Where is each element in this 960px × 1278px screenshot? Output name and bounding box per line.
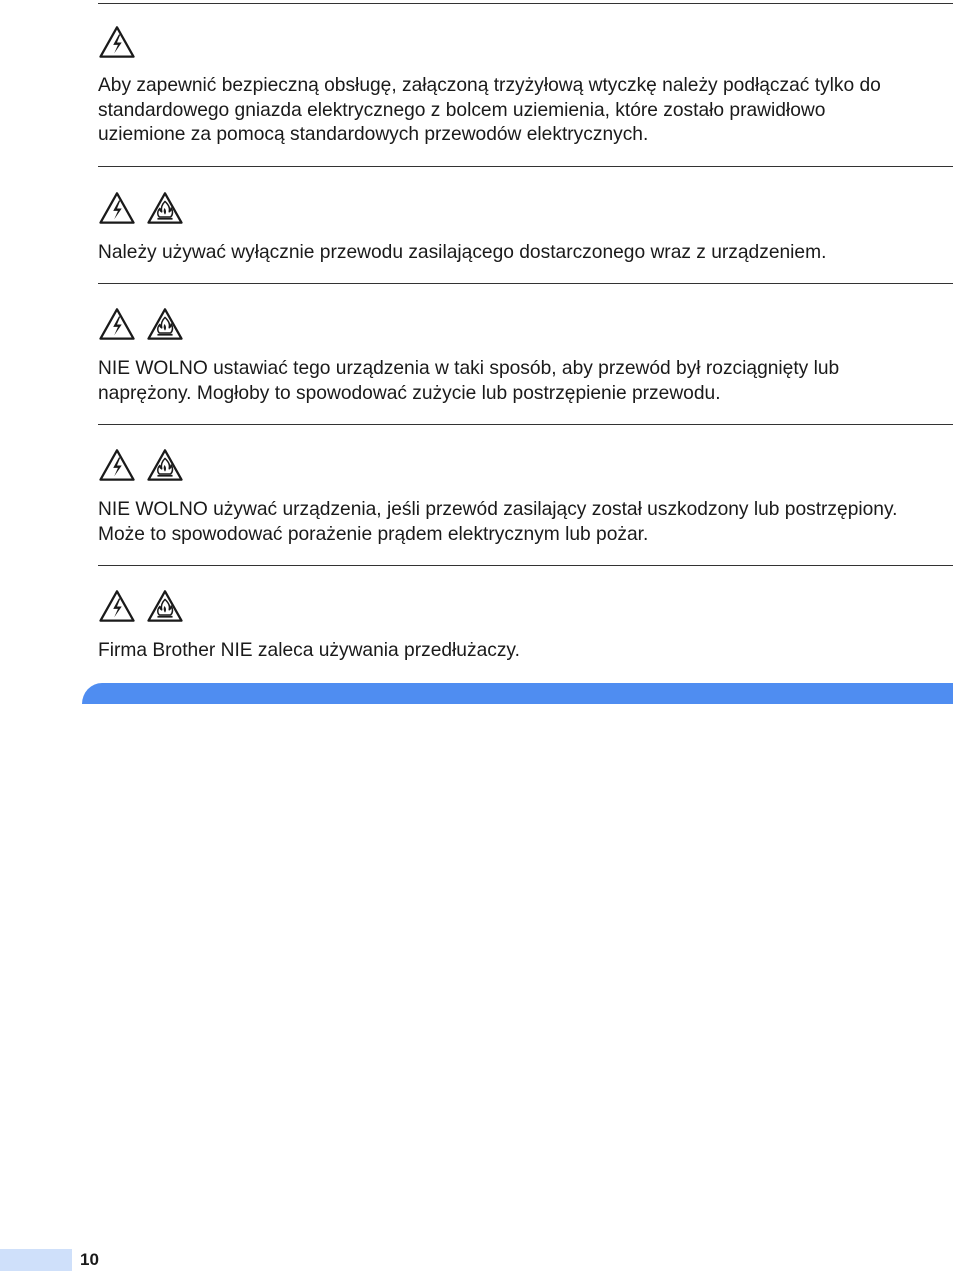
fire-warning-icon bbox=[146, 589, 184, 623]
text-line: NIE WOLNO ustawiać tego urządzenia w taki sposób, aby przewód był rozciągnięty lub bbox=[98, 358, 840, 379]
text-line: Firma Brother NIE zaleca używania przedłużaczy. bbox=[98, 640, 520, 661]
text-line: Może to spowodować porażenie prądem elektrycznym lub pożar. bbox=[98, 523, 649, 545]
electric-shock-warning-icon bbox=[98, 191, 136, 225]
text-line: standardowego gniazda elektrycznego z bolcem uziemienia, które zostało prawidłowo bbox=[98, 99, 826, 121]
safety-paragraph bbox=[98, 498, 958, 547]
electric-shock-warning-icon bbox=[98, 25, 136, 59]
warning-icons bbox=[98, 589, 184, 627]
text-line: uziemione za pomocą standardowych przewodów elektrycznych. bbox=[98, 124, 649, 145]
electric-shock-warning-icon bbox=[98, 448, 136, 482]
section-divider bbox=[98, 166, 953, 167]
text-line: Należy używać wyłącznie przewodu zasilającego dostarczonego wraz z urządzeniem. bbox=[98, 242, 827, 263]
top-divider bbox=[98, 3, 953, 4]
section-divider bbox=[98, 283, 953, 284]
page-number-tab bbox=[0, 1249, 72, 1271]
fire-warning-icon bbox=[146, 191, 184, 225]
warning-icons bbox=[98, 25, 136, 63]
fire-warning-icon bbox=[146, 448, 184, 482]
safety-paragraph bbox=[98, 74, 958, 148]
fire-warning-icon bbox=[146, 307, 184, 341]
section-divider bbox=[98, 565, 953, 566]
safety-paragraph bbox=[98, 639, 958, 664]
warning-icons bbox=[98, 307, 184, 345]
warning-icons bbox=[98, 448, 184, 486]
section-divider bbox=[98, 424, 953, 425]
warning-icons bbox=[98, 191, 184, 229]
electric-shock-warning-icon bbox=[98, 307, 136, 341]
text-line: naprężony. Mogłoby to spowodować zużycie lub postrzępienie przewodu. bbox=[98, 382, 721, 404]
electric-shock-warning-icon bbox=[98, 589, 136, 623]
text-line: Aby zapewnić bezpieczną obsługę, załączoną trzyżyłową wtyczkę należy podłączać tylko do bbox=[98, 75, 881, 96]
safety-paragraph bbox=[98, 241, 958, 266]
section-end-bar bbox=[82, 683, 953, 704]
text-line: NIE WOLNO używać urządzenia, jeśli przewód zasilający został uszkodzony lub postrzępiony. bbox=[98, 499, 898, 520]
page-number: 10 bbox=[80, 1250, 99, 1269]
safety-paragraph bbox=[98, 357, 958, 406]
